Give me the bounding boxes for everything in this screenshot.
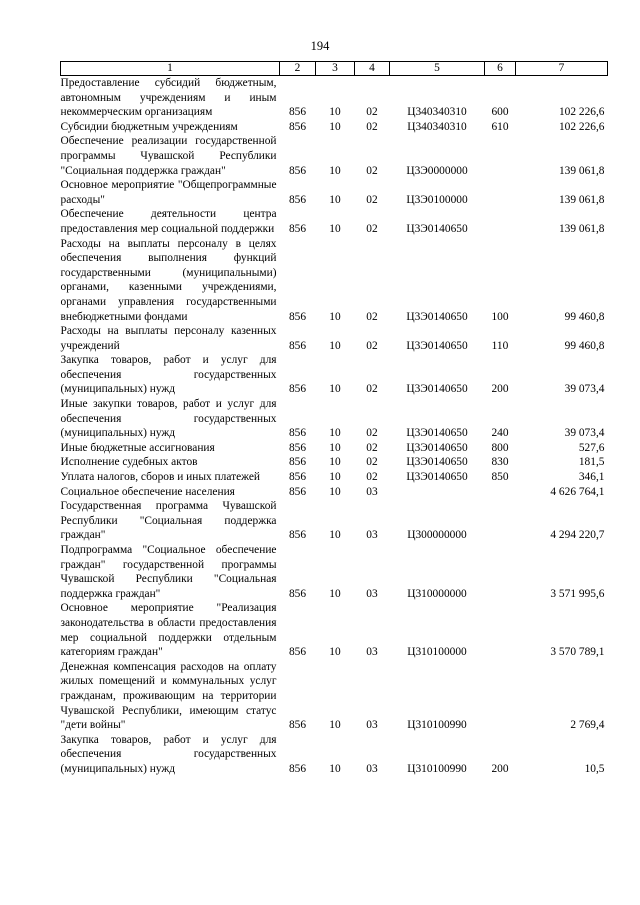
row-ministry-code: 856 xyxy=(288,427,307,440)
table-row xyxy=(61,207,608,236)
row-amount: 181,5 xyxy=(578,456,605,469)
row-amount: 102 226,6 xyxy=(558,120,605,133)
row-ministry-code: 856 xyxy=(288,120,307,133)
row-expense-type xyxy=(485,499,516,543)
row-amount: 99 460,8 xyxy=(564,310,605,323)
row-amount: 102 226,6 xyxy=(558,106,605,119)
row-target-item: Ц3Э0100000 xyxy=(406,193,468,206)
table-row xyxy=(61,134,608,178)
row-subsection-code: 02 xyxy=(366,310,378,323)
table-row xyxy=(61,455,608,470)
row-expense-type: 200 xyxy=(491,762,509,775)
row-subsection-code: 03 xyxy=(366,587,378,600)
row-ministry-code: 856 xyxy=(288,383,307,396)
row-expense-type xyxy=(485,485,516,500)
row-section-code: 10 xyxy=(329,529,341,542)
row-target-item: Ц3Э0140650 xyxy=(406,456,468,469)
table-row xyxy=(61,733,608,777)
row-ministry-code: 856 xyxy=(288,456,307,469)
row-section-code: 10 xyxy=(329,719,341,732)
row-expense-type: 200 xyxy=(491,383,509,396)
column-header-subsection: 4 xyxy=(355,62,390,76)
table-row xyxy=(61,178,608,207)
row-target-item: Ц3Э0000000 xyxy=(406,164,468,177)
row-expense-type: 800 xyxy=(491,441,509,454)
row-target-item xyxy=(390,485,485,500)
row-subsection-code: 02 xyxy=(366,164,378,177)
row-expense-type: 830 xyxy=(491,456,509,469)
table-row xyxy=(61,397,608,441)
row-name: Расходы на выплаты персоналу казенных учреждений xyxy=(60,325,277,352)
row-expense-type: 100 xyxy=(491,310,509,323)
row-name: Социальное обеспечение населения xyxy=(60,485,235,498)
row-amount: 139 061,8 xyxy=(558,222,605,235)
row-subsection-code: 02 xyxy=(366,456,378,469)
row-subsection-code: 02 xyxy=(366,383,378,396)
table-row xyxy=(61,76,608,120)
row-ministry-code: 856 xyxy=(288,106,307,119)
row-ministry-code: 856 xyxy=(288,310,307,323)
row-section-code: 10 xyxy=(329,471,341,484)
row-target-item: Ц3Э0140650 xyxy=(406,310,468,323)
row-amount: 39 073,4 xyxy=(564,427,605,440)
table-row xyxy=(61,601,608,659)
row-subsection-code: 03 xyxy=(366,762,378,775)
row-section-code: 10 xyxy=(329,427,341,440)
row-target-item: Ц340340310 xyxy=(407,120,467,133)
row-name: Уплата налогов, сборов и иных платежей xyxy=(60,471,260,484)
row-amount: 10,5 xyxy=(584,762,605,775)
row-ministry-code: 856 xyxy=(288,339,307,352)
row-amount: 3 570 789,1 xyxy=(550,646,605,659)
row-section-code: 10 xyxy=(329,164,341,177)
column-header-section: 3 xyxy=(316,62,355,76)
row-ministry-code: 856 xyxy=(288,441,307,454)
row-expense-type xyxy=(485,543,516,601)
row-section-code: 10 xyxy=(329,762,341,775)
row-expense-type: 610 xyxy=(491,120,509,133)
row-subsection-code: 03 xyxy=(366,529,378,542)
row-section-code: 10 xyxy=(329,222,341,235)
row-target-item: Ц3Э0140650 xyxy=(406,441,468,454)
row-section-code: 10 xyxy=(329,339,341,352)
row-subsection-code: 02 xyxy=(366,339,378,352)
column-number-header-row xyxy=(61,62,608,76)
row-section-code: 10 xyxy=(329,456,341,469)
row-target-item: Ц3Э0140650 xyxy=(406,383,468,396)
row-target-item: Ц3Э0140650 xyxy=(406,339,468,352)
column-header-target-item: 5 xyxy=(390,62,485,76)
row-amount: 99 460,8 xyxy=(564,339,605,352)
row-amount: 527,6 xyxy=(578,441,605,454)
row-target-item: Ц340340310 xyxy=(407,106,467,119)
column-header-amount: 7 xyxy=(516,62,608,76)
row-ministry-code: 856 xyxy=(288,646,307,659)
row-section-code: 10 xyxy=(329,310,341,323)
row-section-code: 10 xyxy=(329,441,341,454)
row-name: Государственная программа Чувашской Республики "Социальная поддержка граждан" xyxy=(60,500,277,542)
row-ministry-code: 856 xyxy=(288,222,307,235)
row-subsection-code: 02 xyxy=(366,441,378,454)
row-expense-type xyxy=(485,601,516,659)
table-row xyxy=(61,120,608,135)
row-expense-type xyxy=(485,660,516,733)
row-amount: 4 626 764,1 xyxy=(550,485,605,498)
row-amount: 4 294 220,7 xyxy=(550,529,605,542)
row-subsection-code: 03 xyxy=(366,485,378,498)
table-row xyxy=(61,485,608,500)
row-name: Денежная компенсация расходов на оплату жилых помещений и коммунальных услуг гражданам, проживающим на территории Чувашской Республики, имеющим статус "дети войны" xyxy=(60,660,277,732)
row-ministry-code: 856 xyxy=(288,471,307,484)
row-target-item: Ц310100990 xyxy=(407,719,467,732)
row-expense-type xyxy=(485,178,516,207)
row-section-code: 10 xyxy=(329,587,341,600)
column-header-ministry: 2 xyxy=(280,62,316,76)
table-row xyxy=(61,441,608,456)
row-subsection-code: 03 xyxy=(366,646,378,659)
row-section-code: 10 xyxy=(329,383,341,396)
row-name: Закупка товаров, работ и услуг для обеспечения государственных (муниципальных) нужд xyxy=(60,733,277,775)
page-number: 194 xyxy=(310,39,330,53)
row-amount: 2 769,4 xyxy=(570,719,605,732)
table-row xyxy=(61,324,608,353)
row-section-code: 10 xyxy=(329,120,341,133)
row-expense-type: 110 xyxy=(491,339,509,352)
row-name: Субсидии бюджетным учреждениям xyxy=(60,120,238,133)
row-name: Исполнение судебных актов xyxy=(60,456,198,469)
row-amount: 139 061,8 xyxy=(558,193,605,206)
row-target-item: Ц3Э0140650 xyxy=(406,471,468,484)
row-section-code: 10 xyxy=(329,106,341,119)
column-header-expense-type: 6 xyxy=(485,62,516,76)
row-name: Обеспечение деятельности центра предоставления мер социальной поддержки xyxy=(60,208,277,235)
row-subsection-code: 02 xyxy=(366,222,378,235)
row-amount: 139 061,8 xyxy=(558,164,605,177)
row-expense-type: 600 xyxy=(491,106,509,119)
row-expense-type xyxy=(485,134,516,178)
row-subsection-code: 02 xyxy=(366,106,378,119)
row-ministry-code: 856 xyxy=(288,529,307,542)
row-target-item: Ц310100990 xyxy=(407,762,467,775)
row-subsection-code: 03 xyxy=(366,719,378,732)
row-name: Обеспечение реализации государственной программы Чувашской Республики "Социальная поддержка граждан" xyxy=(60,135,277,177)
table-row xyxy=(61,353,608,397)
row-name: Иные бюджетные ассигнования xyxy=(60,441,215,454)
row-section-code: 10 xyxy=(329,485,341,498)
table-row xyxy=(61,470,608,485)
row-section-code: 10 xyxy=(329,193,341,206)
row-name: Расходы на выплаты персоналу в целях обеспечения выполнения функций государственными (муниципальными) органами, казенными учреждениями, органами управления государственными внебюджетными фондами xyxy=(60,237,277,323)
row-target-item: Ц310000000 xyxy=(407,587,467,600)
row-subsection-code: 02 xyxy=(366,193,378,206)
row-target-item: Ц3Э0140650 xyxy=(406,222,468,235)
row-target-item: Ц3Э0140650 xyxy=(406,427,468,440)
row-target-item: Ц300000000 xyxy=(407,529,467,542)
row-subsection-code: 02 xyxy=(366,120,378,133)
row-subsection-code: 02 xyxy=(366,427,378,440)
row-expense-type: 850 xyxy=(491,471,509,484)
table-row xyxy=(61,237,608,325)
budget-table xyxy=(60,61,608,777)
table-row xyxy=(61,660,608,733)
row-ministry-code: 856 xyxy=(288,587,307,600)
row-amount: 3 571 995,6 xyxy=(550,587,605,600)
row-ministry-code: 856 xyxy=(288,719,307,732)
table-row xyxy=(61,499,608,543)
row-amount: 346,1 xyxy=(578,471,605,484)
row-target-item: Ц310100000 xyxy=(407,646,467,659)
row-expense-type: 240 xyxy=(491,427,509,440)
table-row xyxy=(61,543,608,601)
row-name: Закупка товаров, работ и услуг для обеспечения государственных (муниципальных) нужд xyxy=(60,354,277,396)
row-expense-type xyxy=(485,207,516,236)
row-ministry-code: 856 xyxy=(288,193,307,206)
row-ministry-code: 856 xyxy=(288,485,307,498)
row-name: Основное мероприятие "Общепрограммные расходы" xyxy=(60,179,277,206)
row-name: Иные закупки товаров, работ и услуг для обеспечения государственных (муниципальных) нужд xyxy=(60,398,277,440)
row-ministry-code: 856 xyxy=(288,164,307,177)
row-ministry-code: 856 xyxy=(288,762,307,775)
row-section-code: 10 xyxy=(329,646,341,659)
row-name: Подпрограмма "Социальное обеспечение граждан" государственной программы Чувашской Республики "Социальная поддержка граждан" xyxy=(60,544,277,600)
row-amount: 39 073,4 xyxy=(564,383,605,396)
column-header-name: 1 xyxy=(61,62,280,76)
row-subsection-code: 02 xyxy=(366,471,378,484)
row-name: Предоставление субсидий бюджетным, автономным учреждениям и иным некоммерческим организациям xyxy=(60,77,277,119)
table-body xyxy=(61,76,608,777)
row-name: Основное мероприятие "Реализация законодательства в области предоставления мер социальной поддержки отдельным категориям граждан" xyxy=(60,602,277,659)
